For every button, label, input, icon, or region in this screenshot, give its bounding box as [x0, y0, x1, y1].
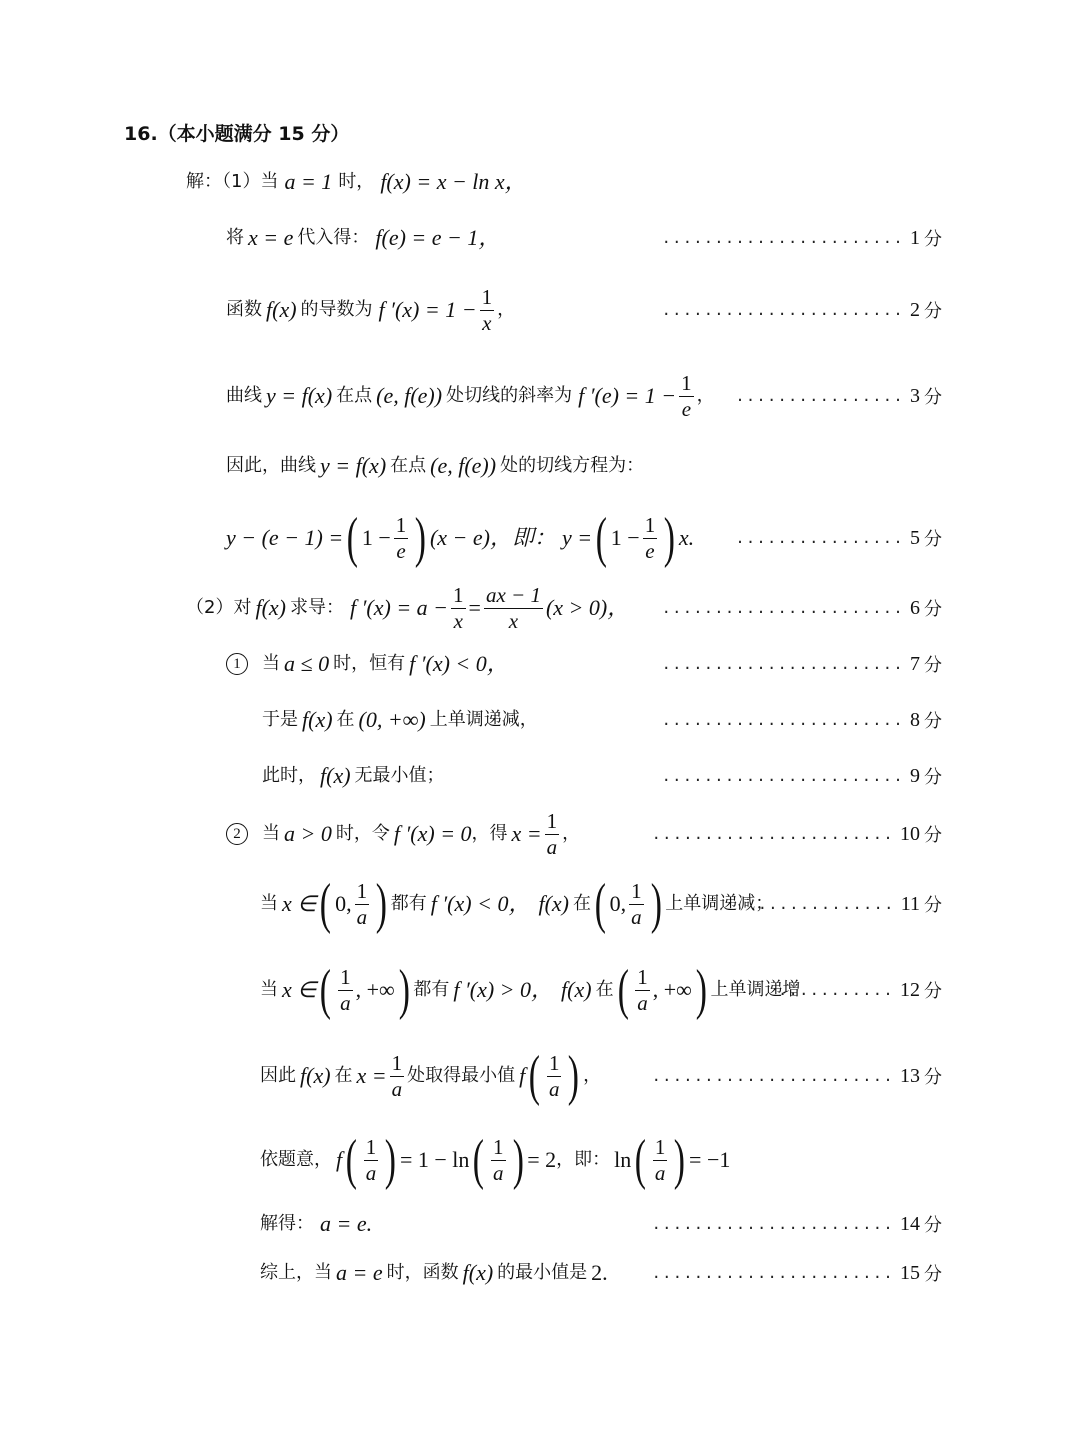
x-in: x ∈	[282, 891, 317, 916]
zero: 0,	[609, 891, 627, 916]
jiede-text: 解得：	[260, 1213, 314, 1234]
dot-leader: .......................	[651, 1067, 894, 1085]
fraction-1-over-a	[635, 965, 650, 1014]
fx-symbol: f(x)	[320, 763, 351, 788]
a-equals-e: a = e	[336, 1260, 383, 1285]
equals-minus-one: = −1	[689, 1147, 731, 1172]
score-value: 11	[900, 892, 920, 915]
numerator: 1	[391, 1051, 403, 1076]
circled-number-2: 2	[226, 823, 248, 845]
part2-line1: （2）对 f(x) 求导： f ′(x) = a − $\frac{1}{x}$ = $\frac{ax - 1}{x}$ (x > 0)，	[186, 583, 630, 633]
equals-two: = 2	[527, 1147, 557, 1172]
score-unit: 分	[924, 529, 942, 550]
x-equals: x =	[511, 821, 542, 846]
dang-text: 当	[260, 979, 278, 1000]
score-unit: 分	[924, 655, 942, 676]
case2-line3: 当 x ∈ ( $\frac{1}{a}$ , +∞ ) 都有 f ′(x) > 0， f(x) 在 ( $\frac{1}{a}$ , +∞ ) 上单调递增	[260, 959, 801, 1021]
slope-at: 在点	[336, 385, 373, 406]
fx-symbol: f(x)	[561, 977, 592, 1002]
x-equals: x =	[356, 1063, 387, 1088]
score-unit: 分	[924, 767, 942, 788]
fx-symbol: f(x)	[266, 297, 297, 322]
cond-a1: a = 1	[284, 169, 333, 194]
monotone-text: 上单调递减，	[429, 709, 538, 730]
f-symbol: f	[336, 1147, 343, 1172]
in-text: 在	[334, 1065, 353, 1086]
condition-line: 依题意， f ( $\frac{1}{a}$ ) = 1 − ln ( $\frac{1}{a}$ ) = 2 ，即： ln ( $\frac{1}{a}$ ) = −1	[260, 1129, 731, 1191]
ji-text: ，即：	[556, 1149, 611, 1170]
tangent-end: 处的切线方程为：	[500, 455, 645, 476]
numerator: 1	[493, 1135, 504, 1160]
dot-leader: ...........	[778, 981, 894, 999]
denominator: a	[340, 990, 351, 1015]
part1-line5	[226, 426, 644, 506]
min-line: 因此 f(x) 在 x = $\frac{1}{a}$ 处取得最小值 f ( $\frac{1}{a}$ ) ，	[260, 1045, 602, 1107]
case-text: 时，令	[335, 823, 390, 844]
min-value-text: 的最小值是	[497, 1262, 588, 1283]
zongshang-text: 综上，当	[260, 1262, 332, 1283]
score-line-10	[652, 794, 942, 874]
slope-expr: f ′(e) = 1 −	[578, 383, 677, 408]
tangent-rhs: y =	[561, 525, 593, 550]
dot-leader: .......................	[661, 229, 904, 247]
substitute-pre: 将	[226, 227, 244, 248]
denominator: e	[681, 396, 692, 421]
point-e: (e, f(e))	[430, 453, 497, 478]
numerator: 1	[365, 1135, 377, 1160]
de-text: ，得	[471, 823, 508, 844]
dang-text: 当	[260, 893, 278, 914]
ln-symbol: ln	[614, 1147, 632, 1172]
plus-infinity: , +∞	[652, 977, 692, 1002]
substitute-mid: 代入得：	[297, 227, 370, 248]
part1-line3: 函数 f(x) 的导数为 f ′(x) = 1 − $\frac{1}{x}$ ，	[226, 285, 516, 335]
fraction-1-over-a	[355, 879, 370, 928]
derivative-mid: 的导数为	[300, 299, 373, 320]
curve-y: y = f(x)	[320, 453, 387, 478]
derivative-negative: f ′(x) < 0，	[430, 891, 531, 916]
score-unit: 分	[924, 981, 942, 1002]
denominator: x	[508, 608, 519, 633]
numerator: 1	[637, 965, 648, 990]
score-unit: 分	[924, 387, 942, 408]
score-line-5	[736, 498, 943, 578]
score-value: 10	[900, 822, 920, 845]
score-unit: 分	[924, 825, 942, 846]
dou-you-text: 都有	[413, 979, 450, 1000]
dot-leader: .......................	[661, 655, 904, 673]
decreasing-text: 上单调递减；	[665, 893, 774, 914]
dot-leader: .......................	[661, 711, 904, 729]
numerator: 1	[644, 513, 656, 538]
fraction-1-over-a	[545, 809, 560, 858]
score-line-11	[758, 864, 942, 944]
dot-leader: .......................	[661, 301, 904, 319]
derivative-pre: 函数	[226, 299, 262, 320]
one-minus-ln: = 1 − ln	[399, 1147, 470, 1172]
fx-symbol: f(x)	[538, 891, 569, 916]
dot-leader: ................	[735, 529, 904, 547]
fraction-1-over-e	[643, 513, 658, 562]
shi-text: 时，	[338, 171, 375, 192]
part1-line2	[226, 198, 500, 278]
numerator: 1	[631, 879, 642, 904]
score-value: 9	[910, 764, 920, 787]
case-inequality: f ′(x) < 0，	[409, 651, 509, 676]
tangent-lhs: y − (e − 1) =	[226, 525, 344, 550]
score-line-13	[652, 1036, 942, 1116]
x-in: x ∈	[282, 977, 317, 1002]
numerator: 1	[681, 371, 692, 396]
no-min-text: 无最小值；	[354, 765, 445, 786]
fraction-1-over-a	[491, 1135, 506, 1184]
derivative-expr: f ′(x) = a −	[349, 595, 449, 620]
min-value: 2.	[591, 1260, 608, 1285]
f-definition: f(x) = x − ln x，	[380, 169, 527, 194]
circled-number-1: 1	[226, 653, 248, 675]
fraction-1-over-e	[679, 371, 694, 420]
fx-symbol: f(x)	[302, 707, 333, 732]
score-value: 14	[900, 1212, 920, 1235]
yitiyi-text: 依题意，	[260, 1149, 332, 1170]
tangent-end: x.	[678, 525, 695, 550]
numerator: ax − 1	[485, 583, 541, 608]
score-line-3	[736, 356, 943, 436]
increasing-text: 上单调递增	[710, 979, 801, 1000]
dot-leader: ................	[735, 387, 904, 405]
numerator: 1	[481, 285, 493, 310]
fraction-1-over-a	[338, 965, 353, 1014]
derivative-positive: f ′(x) > 0，	[453, 977, 554, 1002]
part2-intro: （2）对	[186, 597, 252, 618]
score-unit: 分	[924, 1264, 942, 1285]
score-value: 8	[910, 708, 920, 731]
a-equals-e: a = e.	[320, 1211, 373, 1236]
numerator: 1	[548, 1051, 560, 1076]
yinci-text: 因此	[260, 1065, 296, 1086]
case-condition: a > 0	[284, 821, 332, 846]
part1-intro: 解：（1）当	[186, 171, 279, 192]
fraction-1-over-a	[364, 1135, 379, 1184]
dou-you-text: 都有	[390, 893, 427, 914]
denominator: e	[645, 538, 655, 563]
f-e-value: f(e) = e − 1，	[375, 225, 501, 250]
numerator: 1	[395, 513, 407, 538]
in-text: 在	[336, 709, 355, 730]
fx-symbol: f(x)	[462, 1260, 494, 1285]
score-unit: 分	[924, 895, 942, 916]
function-text: 时，函数	[386, 1262, 459, 1283]
score-unit: 分	[924, 1067, 942, 1088]
dot-leader: .......................	[651, 1215, 894, 1233]
domain: (x > 0)，	[545, 595, 630, 620]
numerator: 1	[340, 965, 351, 990]
score-unit: 分	[924, 711, 942, 732]
score-unit: 分	[924, 599, 942, 620]
score-value: 5	[910, 526, 920, 549]
in-text: 在	[572, 893, 591, 914]
score-line-12	[778, 950, 942, 1030]
case2-line1	[226, 794, 580, 874]
score-unit: 分	[924, 301, 942, 322]
case-condition: a ≤ 0	[284, 651, 330, 676]
case-when: 当	[262, 823, 280, 844]
case2-line2: 当 x ∈ ( 0, $\frac{1}{a}$ ) 都有 f ′(x) < 0， f(x) 在 ( 0, $\frac{1}{a}$ ) 上单调递减；	[260, 873, 774, 935]
curve-y: y = f(x)	[266, 383, 333, 408]
in-text: 在	[595, 979, 614, 1000]
derivative-zero: f ′(x) = 0	[393, 821, 472, 846]
score-value: 3	[910, 384, 920, 407]
dot-leader: .............	[757, 895, 895, 913]
comma: ，	[583, 1065, 602, 1086]
score-value: 12	[900, 978, 920, 1001]
tangent-at: 在点	[390, 455, 427, 476]
denominator: a	[365, 1160, 377, 1185]
fraction-1-over-x	[480, 285, 495, 334]
problem-title: （本小题满分 15 分）	[157, 122, 350, 145]
tangent-mid: (x − e)，即：	[429, 525, 556, 550]
score-line-15	[652, 1233, 942, 1313]
score-line-1	[662, 198, 942, 278]
score-value: 2	[910, 298, 920, 321]
tangent-pre: 因此，曲线	[226, 455, 316, 476]
min-text: 处取得最小值	[407, 1065, 516, 1086]
cishi-text: 此时，	[262, 765, 316, 786]
numerator: 1	[453, 583, 464, 608]
case-text: 时，恒有	[333, 653, 406, 674]
denominator: a	[631, 904, 642, 929]
denominator: a	[356, 904, 368, 929]
one-minus: 1 −	[361, 525, 391, 550]
denominator: a	[391, 1076, 403, 1101]
fraction-1-over-a	[653, 1135, 668, 1184]
score-value: 13	[900, 1064, 920, 1087]
zero: 0,	[335, 891, 352, 916]
x-equals-e: x = e	[248, 225, 294, 250]
denominator: x	[453, 608, 463, 633]
dot-leader: .......................	[651, 825, 894, 843]
qiudao-text: 求导：	[289, 597, 344, 618]
fx-symbol: f(x)	[300, 1063, 331, 1088]
denominator: e	[396, 538, 406, 563]
point-e: (e, f(e))	[376, 383, 443, 408]
part1-line6: y − (e − 1) = ( 1 − $\frac{1}{e}$ ) (x − e)，即： y = ( 1 − $\frac{1}{e}$ ) x.	[226, 507, 695, 569]
score-value: 1	[910, 226, 920, 249]
numerator: 1	[546, 809, 558, 834]
dot-leader: .......................	[651, 1264, 894, 1282]
plus-infinity: , +∞	[355, 977, 395, 1002]
dot-leader: .......................	[661, 767, 904, 785]
score-value: 6	[910, 596, 920, 619]
fraction-1-over-a	[390, 1051, 405, 1100]
fraction-1-over-a	[547, 1051, 562, 1100]
score-unit: 分	[924, 1215, 942, 1236]
score-unit: 分	[924, 229, 942, 250]
denominator: x	[482, 310, 492, 335]
fx-symbol: f(x)	[255, 595, 286, 620]
denominator: a	[654, 1160, 666, 1185]
derivative-expr: f ′(x) = 1 −	[378, 297, 477, 322]
comma: ，	[562, 823, 581, 844]
part1-line4: 曲线 y = f(x) 在点 (e, f(e)) 处切线的斜率为 f ′(e) = 1 − $\frac{1}{e}$ ，	[226, 371, 715, 421]
denominator: a	[548, 1076, 560, 1101]
score-value: 15	[900, 1261, 920, 1284]
score-value: 7	[910, 652, 920, 675]
problem-number: 16.	[124, 122, 158, 145]
numerator: 1	[654, 1135, 666, 1160]
case-when: 当	[262, 653, 280, 674]
denominator: a	[493, 1160, 504, 1185]
yushi-text: 于是	[262, 709, 298, 730]
denominator: a	[637, 990, 648, 1015]
fraction-1-over-a	[629, 879, 644, 928]
slope-pre: 曲线	[226, 385, 262, 406]
dot-leader: .......................	[661, 599, 904, 617]
one-minus: 1 −	[610, 525, 640, 550]
f-symbol: f	[519, 1063, 526, 1088]
numerator: 1	[356, 879, 368, 904]
interval: (0, +∞)	[358, 707, 426, 732]
fraction-1-over-e	[394, 513, 409, 562]
conclusion-line	[260, 1233, 608, 1313]
denominator: a	[546, 834, 558, 859]
slope-mid: 处切线的斜率为	[446, 385, 573, 406]
score-line-2	[662, 270, 942, 350]
